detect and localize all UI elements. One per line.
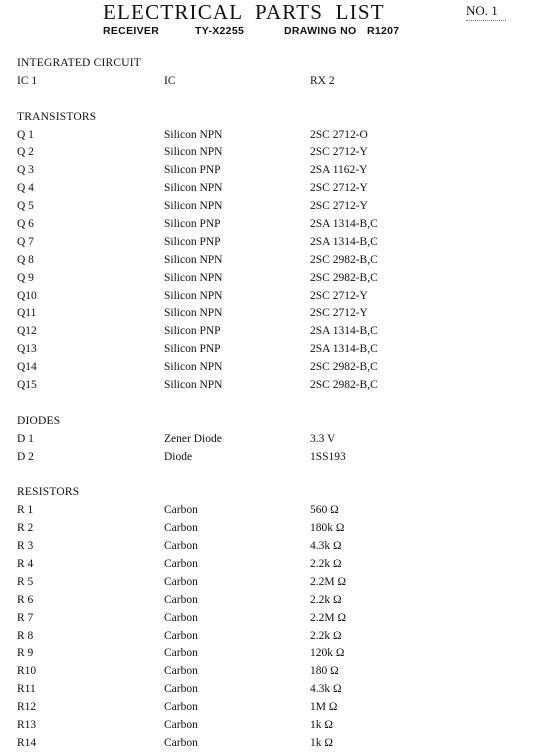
part-description: Carbon xyxy=(164,665,198,678)
part-description: Silicon PNP xyxy=(164,235,221,248)
part-value: 1k Ω xyxy=(310,718,333,731)
part-ref: R 1 xyxy=(17,504,34,517)
part-description: Silicon NPN xyxy=(164,253,223,266)
part-ref: Q 9 xyxy=(17,271,34,284)
part-description: Carbon xyxy=(164,701,198,714)
part-value: 2SA 1314-B,C xyxy=(310,325,378,338)
part-value: 2SC 2712-Y xyxy=(310,182,368,195)
part-value: 2SC 2712-O xyxy=(310,128,368,141)
part-description: Silicon PNP xyxy=(164,164,221,177)
section-spacer xyxy=(17,466,537,484)
part-ref: R13 xyxy=(17,718,37,731)
part-value: RX 2 xyxy=(310,74,335,87)
part-description: Carbon xyxy=(164,683,198,696)
section-heading-integrated-circuit: INTEGRATED CIRCUIT xyxy=(17,57,142,69)
section-heading-diodes: DIODES xyxy=(17,414,61,427)
model-number: TY-X2255 xyxy=(195,25,245,37)
part-value: 1SS193 xyxy=(310,450,346,463)
part-ref: Q 7 xyxy=(17,235,34,248)
part-row xyxy=(17,162,537,180)
part-description: Silicon NPN xyxy=(164,146,223,159)
part-row xyxy=(17,180,537,198)
part-ref: R 6 xyxy=(17,593,34,606)
part-value: 2SC 2982-B,C xyxy=(310,361,378,374)
part-value: 2SC 2712-Y xyxy=(310,200,368,213)
part-value: 560 Ω xyxy=(310,504,339,517)
part-ref: IC 1 xyxy=(17,74,38,87)
part-ref: D 2 xyxy=(17,450,34,463)
section-spacer xyxy=(17,395,537,413)
part-row xyxy=(17,431,537,449)
part-ref: R 3 xyxy=(17,540,34,553)
part-description: Silicon NPN xyxy=(164,307,223,320)
part-description: IC xyxy=(164,74,176,87)
part-row xyxy=(17,270,537,288)
part-description: Silicon NPN xyxy=(164,128,223,141)
part-description: Silicon PNP xyxy=(164,218,221,231)
part-ref: Q 1 xyxy=(17,128,34,141)
part-ref: Q15 xyxy=(17,379,37,392)
part-ref: Q 3 xyxy=(17,164,34,177)
part-row xyxy=(17,305,537,323)
part-description: Carbon xyxy=(164,522,198,535)
page-number-underline xyxy=(466,20,506,21)
part-ref: R14 xyxy=(17,736,37,749)
section-heading-resistors: RESISTORS xyxy=(17,486,80,499)
part-value: 2SC 2712-Y xyxy=(310,146,368,159)
part-ref: Q 8 xyxy=(17,253,34,266)
part-row xyxy=(17,323,537,341)
part-value: 180 Ω xyxy=(310,665,339,678)
part-value: 2.2M Ω xyxy=(310,611,347,624)
part-description: Silicon NPN xyxy=(164,361,223,374)
part-description: Carbon xyxy=(164,557,198,570)
part-row xyxy=(17,681,537,699)
part-value: 3.3 V xyxy=(310,432,336,445)
part-row xyxy=(17,717,537,735)
part-ref: R12 xyxy=(17,701,37,714)
part-row xyxy=(17,144,537,162)
part-description: Carbon xyxy=(164,575,198,588)
part-description: Carbon xyxy=(164,504,198,517)
part-value: 2SA 1314-B,C xyxy=(310,235,378,248)
part-row xyxy=(17,377,537,395)
part-description: Silicon NPN xyxy=(164,182,223,195)
page-number: NO. 1 xyxy=(466,3,498,18)
part-value: 2SA 1162-Y xyxy=(310,164,368,177)
part-row xyxy=(17,359,537,377)
part-value: 2SA 1314-B,C xyxy=(310,218,378,231)
part-description: Carbon xyxy=(164,593,198,606)
receiver-label: RECEIVER xyxy=(103,25,160,37)
part-ref: Q14 xyxy=(17,361,37,374)
drawing-number: R1207 xyxy=(367,25,400,37)
part-description: Silicon NPN xyxy=(164,379,223,392)
section-spacer xyxy=(17,91,537,109)
part-ref: Q 2 xyxy=(17,146,34,159)
part-row xyxy=(17,538,537,556)
part-row xyxy=(17,449,537,467)
part-ref: R 2 xyxy=(17,522,34,535)
part-value: 2.2M Ω xyxy=(310,575,347,588)
part-row xyxy=(17,341,537,359)
part-description: Carbon xyxy=(164,647,198,660)
part-ref: Q12 xyxy=(17,325,37,338)
part-row xyxy=(17,663,537,681)
part-ref: Q10 xyxy=(17,289,37,302)
part-row xyxy=(17,216,537,234)
part-description: Zener Diode xyxy=(164,432,222,445)
part-description: Silicon PNP xyxy=(164,343,221,356)
part-value: 2.2k Ω xyxy=(310,557,342,570)
part-value: 2.2k Ω xyxy=(310,593,342,606)
part-description: Carbon xyxy=(164,736,198,749)
part-ref: R10 xyxy=(17,665,37,678)
part-ref: Q 5 xyxy=(17,200,34,213)
part-ref: R 8 xyxy=(17,629,34,642)
part-row xyxy=(17,610,537,628)
drawing-label: DRAWING NO xyxy=(284,25,357,37)
part-row xyxy=(17,520,537,538)
part-value: 2SC 2982-B,C xyxy=(310,253,378,266)
part-row xyxy=(17,574,537,592)
part-value: 120k Ω xyxy=(310,647,345,660)
part-ref: R11 xyxy=(17,683,36,696)
part-row xyxy=(17,252,537,270)
part-ref: R 9 xyxy=(17,647,34,660)
part-description: Carbon xyxy=(164,611,198,624)
part-value: 2SC 2712-Y xyxy=(310,307,368,320)
part-value: 4.3k Ω xyxy=(310,540,342,553)
part-ref: Q 6 xyxy=(17,218,34,231)
part-value: 4.3k Ω xyxy=(310,683,342,696)
part-ref: Q 4 xyxy=(17,182,34,195)
part-ref: Q13 xyxy=(17,343,37,356)
part-row xyxy=(17,127,537,145)
parts-list xyxy=(17,55,537,753)
part-row xyxy=(17,73,537,91)
part-value: 2SC 2982-B,C xyxy=(310,379,378,392)
part-row xyxy=(17,699,537,717)
part-description: Silicon NPN xyxy=(164,200,223,213)
part-value: 2SC 2982-B,C xyxy=(310,271,378,284)
part-row xyxy=(17,198,537,216)
part-ref: R 4 xyxy=(17,557,34,570)
part-row xyxy=(17,735,537,753)
part-value: 180k Ω xyxy=(310,522,345,535)
part-description: Carbon xyxy=(164,540,198,553)
part-row xyxy=(17,592,537,610)
part-description: Silicon NPN xyxy=(164,271,223,284)
part-value: 2SA 1314-B,C xyxy=(310,343,378,356)
part-ref: D 1 xyxy=(17,432,34,445)
part-row xyxy=(17,628,537,646)
part-ref: R 7 xyxy=(17,611,34,624)
part-row xyxy=(17,234,537,252)
part-row xyxy=(17,288,537,306)
part-description: Carbon xyxy=(164,629,198,642)
section-heading-transistors: TRANSISTORS xyxy=(17,110,97,123)
part-row xyxy=(17,556,537,574)
part-description: Diode xyxy=(164,450,193,463)
document-title: ELECTRICAL PARTS LIST xyxy=(103,0,385,24)
part-ref: R 5 xyxy=(17,575,34,588)
part-ref: Q11 xyxy=(17,307,37,320)
part-row xyxy=(17,502,537,520)
part-description: Silicon PNP xyxy=(164,325,221,338)
part-value: 1M Ω xyxy=(310,701,338,714)
part-description: Silicon NPN xyxy=(164,289,223,302)
part-value: 2SC 2712-Y xyxy=(310,289,368,302)
part-value: 1k Ω xyxy=(310,736,333,749)
part-description: Carbon xyxy=(164,718,198,731)
part-value: 2.2k Ω xyxy=(310,629,342,642)
part-row xyxy=(17,645,537,663)
